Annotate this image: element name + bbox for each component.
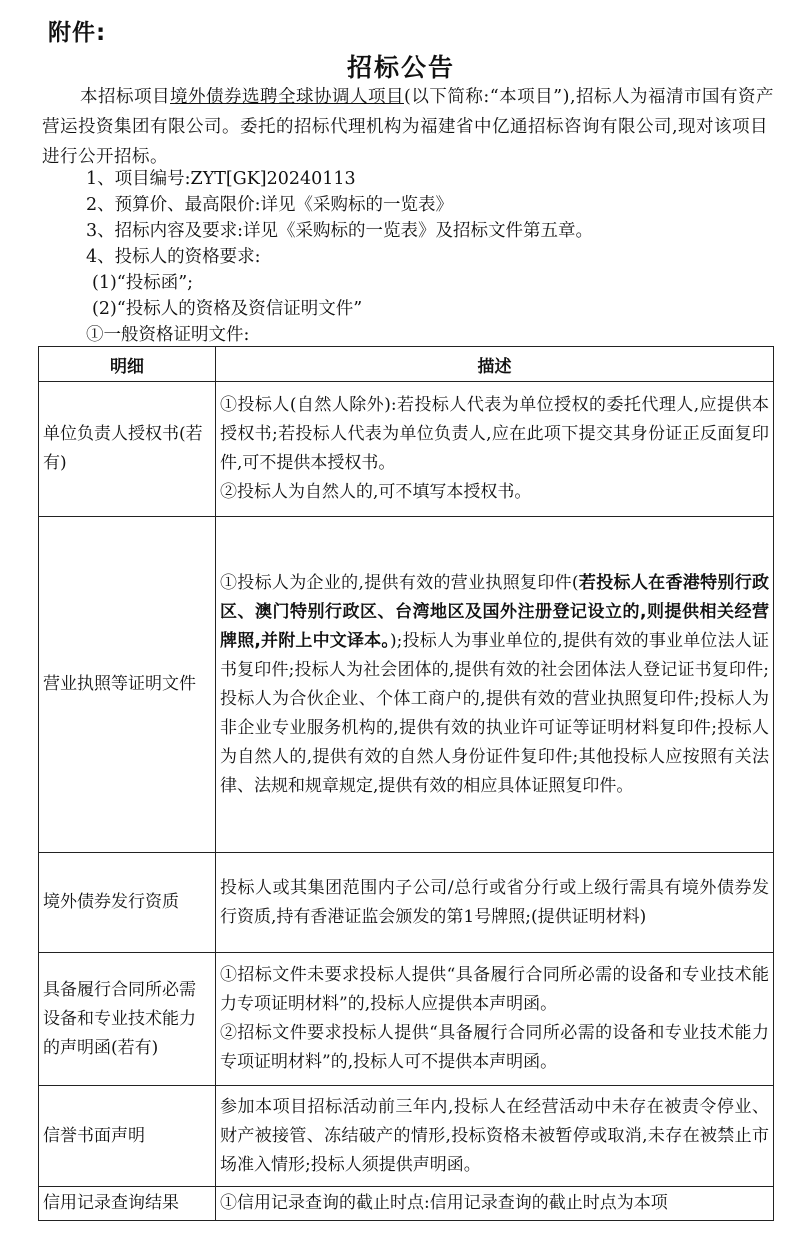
desc-line: ①投标人(自然人除外):若投标人代表为单位授权的委托代理人,应提供本授权书;若投标人代表为单位负责人,应在此项下提交其身份证正反面复印件,可不提供本授权书。: [220, 395, 769, 473]
table-row: [39, 853, 774, 953]
table-row: [39, 953, 774, 1086]
row-description: [216, 382, 774, 517]
table-header-row: [39, 347, 774, 382]
row-name: 单位负责人授权书(若有): [39, 382, 216, 517]
row-name: 具备履行合同所必需设备和专业技术能力的声明函(若有): [39, 953, 216, 1086]
intro-prefix: 本招标项目: [80, 87, 170, 107]
desc-line: ②招标文件要求投标人提供“具备履行合同所必需的设备和专业技术能力专项证明材料”的,投标人可不提供本声明函。: [220, 1023, 769, 1072]
desc-bold-text: 若投标人在香港特别行政区、澳门特别行政区、台湾地区及国外注册登记设立的,则提供相关经营牌照,并附上中文译本。: [220, 572, 769, 651]
row-name: 信用记录查询结果: [39, 1187, 216, 1221]
project-name: 境外债券选聘全球协调人项目: [170, 87, 404, 107]
attachment-label: 附件:: [48, 20, 107, 46]
row-description: [216, 953, 774, 1086]
desc-text: );投标人为事业单位的,提供有效的事业单位法人证书复印件;投标人为社会团体的,提供有效的社会团体法人登记证书复印件;投标人为合伙企业、个体工商户的,提供有效的营业执照复印件;投标人为非企业专业服务机构的,提供有效的执业许可证等证明材料复印件;投标人为自然人的,提供有效的自然人身份证件复印件;其他投标人应按照有关法律、法规和规章规定,提供有效的相应具体证照复印件。: [220, 630, 769, 796]
table-header: 描述: [216, 347, 774, 382]
desc-line: 投标人或其集团范围内子公司/总行或省分行或上级行需具有境外债券发行资质,持有香港证监会颁发的第1号牌照;(提供证明材料): [220, 877, 769, 927]
item-bid-letter: (1)“投标函”;: [92, 273, 194, 293]
table-row: [39, 1086, 774, 1187]
qualification-table: [38, 346, 774, 1221]
row-name: 境外债券发行资质: [39, 853, 216, 953]
row-description: [216, 853, 774, 953]
row-description: [216, 1086, 774, 1187]
desc-line: ①招标文件未要求投标人提供“具备履行合同所必需的设备和专业技术能力专项证明材料”的,投标人应提供本声明函。: [220, 965, 769, 1014]
desc-line: 参加本项目招标活动前三年内,投标人在经营活动中未存在被责令停业、财产被接管、冻结破产的情形,投标资格未被暂停或取消,未存在被禁止市场准入情形;投标人须提供声明函。: [220, 1096, 769, 1175]
item-content: 3、招标内容及要求:详见《采购标的一览表》及招标文件第五章。: [86, 221, 594, 241]
item-general-docs: ①一般资格证明文件:: [86, 325, 250, 345]
item-budget: 2、预算价、最高限价:详见《采购标的一览表》: [86, 195, 454, 215]
intro-suffix: (以下简称:“本项目”),招标人为福清市国有资产营运投资集团有限公司。委托的招标代理机构为福建省中亿通招标咨询有限公司,现对该项目进行公开招标。: [42, 87, 775, 167]
table-row: [39, 517, 774, 853]
page-title: 招标公告: [346, 53, 455, 82]
row-description: [216, 517, 774, 853]
intro-paragraph: [42, 82, 774, 172]
item-qualification-docs: (2)“投标人的资格及资信证明文件”: [92, 299, 363, 319]
item-project-number: 1、项目编号:ZYT[GK]20240113: [86, 169, 356, 189]
item-qualification: 4、投标人的资格要求:: [86, 247, 261, 267]
desc-line: ②投标人为自然人的,可不填写本授权书。: [220, 482, 532, 502]
row-description: [216, 1187, 774, 1221]
desc-text: ①投标人为企业的,提供有效的营业执照复印件(: [220, 572, 579, 593]
table-row: [39, 1187, 774, 1221]
table-header: 明细: [39, 347, 216, 382]
table-row: [39, 382, 774, 517]
desc-line: ①信用记录查询的截止时点:信用记录查询的截止时点为本项: [220, 1193, 668, 1213]
row-name: 信誉书面声明: [39, 1086, 216, 1187]
row-name: 营业执照等证明文件: [39, 517, 216, 853]
